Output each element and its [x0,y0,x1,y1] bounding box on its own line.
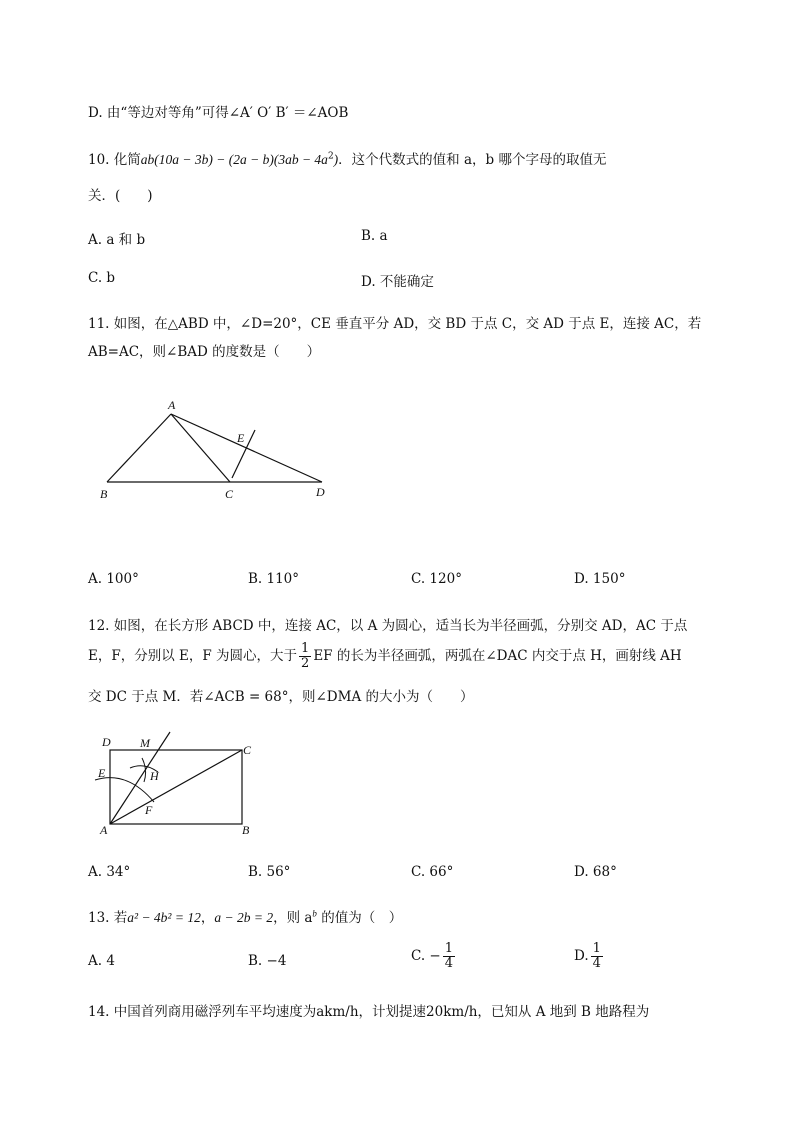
q11-option-a[interactable]: A. 100° [88,571,139,587]
q12-rectangle-figure [92,730,267,838]
q13-equation-2: a − 2b = 2 [214,910,274,925]
segment-ac [171,414,230,482]
q10-expression-end: ) [333,152,339,167]
q13-stem [88,906,402,926]
q13-option-b[interactable]: B. −4 [248,953,287,969]
q10-exponent: 2 [327,151,334,162]
label-b: B [100,487,108,501]
q13-option-c-num: 1 [444,941,454,956]
label-d: D [102,735,111,749]
q13-end: 的值为（ ） [316,910,403,926]
q13-option-c-fraction [443,942,455,971]
q10-stem-line1 [88,148,606,168]
q11-stem-line1: 11. 如图，在△ABD 中，∠D=20°，CE 垂直平分 AD，交 BD 于点 C，交 AD 于点 E，连接 AC，若 [88,316,702,332]
q12-frac-den: 2 [301,656,310,671]
label-c: C [225,487,234,501]
label-a: A [100,823,108,837]
label-e: E [237,431,245,445]
q10-stem-line2: 关．( ) [88,188,153,204]
q12-line2-pre: E，F，分别以 E，F 为圆心，大于 [88,648,298,664]
q13-option-d[interactable] [574,942,605,971]
q13-pre: 13. 若 [88,910,128,926]
diagonal-ac [110,750,242,824]
q11-option-b[interactable]: B. 110° [248,571,300,587]
q13-option-a[interactable]: A. 4 [88,953,115,969]
q11-triangle-figure [90,392,340,507]
label-h: H [150,769,159,783]
label-c: C [243,743,252,757]
q12-option-d[interactable]: D. 68° [574,864,617,880]
q10-option-a[interactable]: A. a 和 b [88,232,146,248]
q13-option-d-prefix: D. [574,948,589,964]
label-m: M [140,736,150,750]
q12-frac-num: 1 [301,641,310,656]
q13-equation-1: a² − 4b² = 12 [127,910,201,925]
q10-expression: ab(10a − 3b) − (2a − b)(3ab − 4a [140,152,328,167]
q12-option-b[interactable]: B. 56° [248,864,291,880]
q13-option-c-prefix: C. − [411,948,441,964]
q13-option-d-den: 4 [592,956,601,971]
label-f: F [145,803,153,817]
arc-ef [95,778,154,802]
segment-ab [107,414,171,482]
label-a: A [168,398,176,412]
q12-fraction [299,642,311,671]
q10-prefix: 10. 化简 [88,152,141,168]
q12-line2-post: EF 的长为半径画弧，两弧在∠DAC 内交于点 H，画射线 AH [313,648,682,664]
arc-h-2 [142,758,146,782]
q12-stem-line2 [88,642,682,671]
q10-option-c[interactable]: C. b [88,270,116,286]
label-e: E [98,766,106,780]
q9-option-d: D. 由“等边对等角”可得∠A′ O′ B′ ＝∠AOB [88,105,349,121]
q10-suffix: ．这个代数式的值和 a，b 哪个字母的取值无 [338,152,607,168]
q12-option-a[interactable]: A. 34° [88,864,131,880]
q13-exponent: b [312,908,317,919]
q12-option-c[interactable]: C. 66° [411,864,454,880]
q11-stem-line2: AB=AC，则∠BAD 的度数是（ ） [88,344,321,360]
q10-option-b[interactable]: B. a [361,228,388,244]
label-b: B [242,823,250,837]
q11-option-d[interactable]: D. 150° [574,571,626,587]
q12-stem-line3: 交 DC 于点 M．若∠ACB = 68°，则∠DMA 的大小为（ ） [88,689,474,705]
q10-option-d[interactable]: D. 不能确定 [361,274,434,290]
q12-stem-line1: 12. 如图，在长方形 ABCD 中，连接 AC，以 A 为圆心，适当长为半径画弧，分别交 AD，AC 于点 [88,618,688,634]
q13-option-c[interactable] [411,942,457,971]
label-d: D [316,485,325,499]
q13-post: ，则 a [273,910,313,926]
q13-option-d-num: 1 [592,941,601,956]
q13-option-d-fraction [591,942,603,971]
q11-option-c[interactable]: C. 120° [411,571,462,587]
q14-stem-line1: 14. 中国首列商用磁浮列车平均速度为akm/h，计划提速20km/h，已知从 A 地到 B 地路程为 [88,1004,650,1020]
q13-option-c-den: 4 [444,956,454,971]
q13-mid: ， [200,910,215,926]
